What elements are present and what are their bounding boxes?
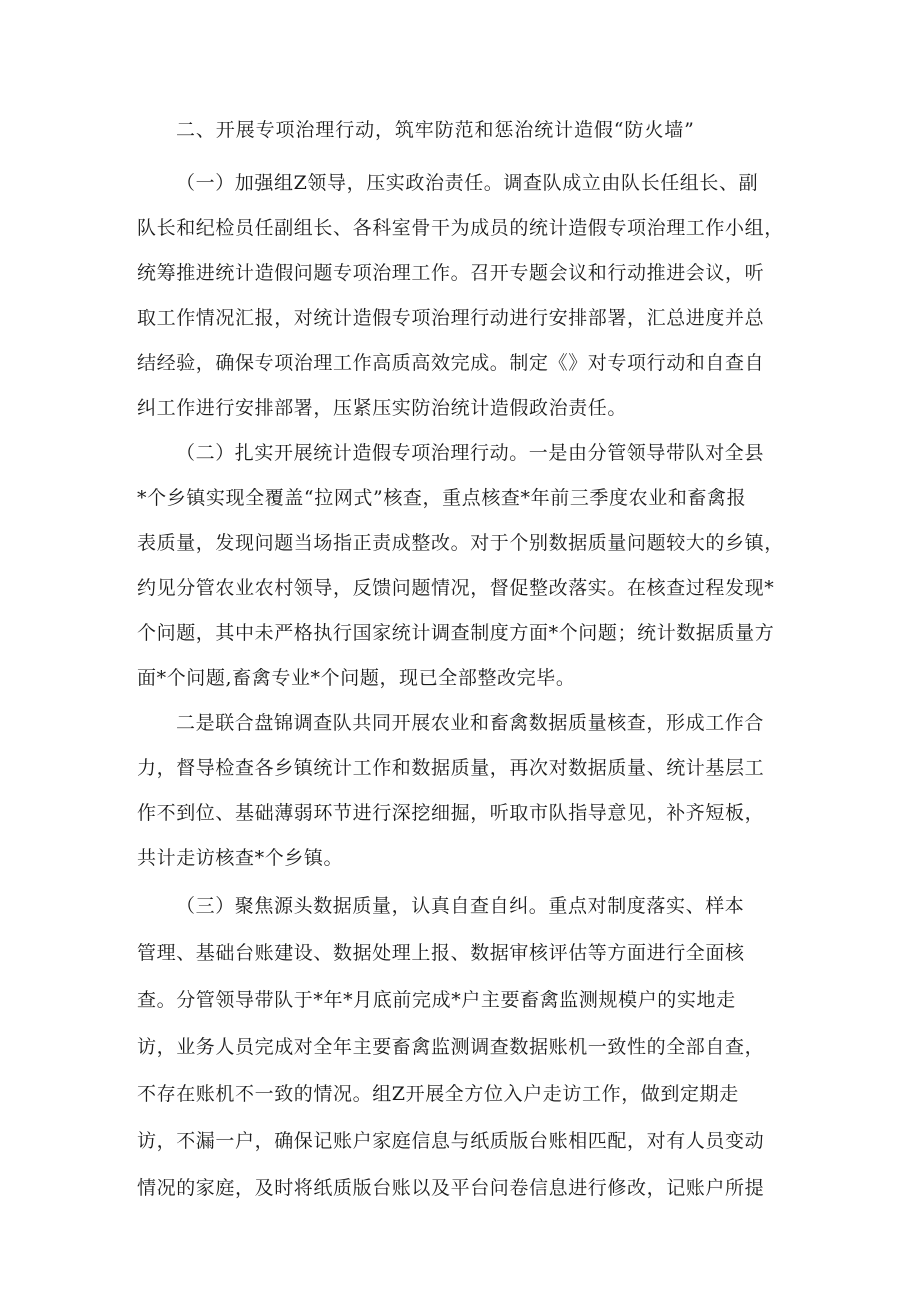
paragraph-2-line-3: 表质量，发现问题当场指正责成整改。对于个别数据质量问题较大的乡镇， — [137, 532, 784, 554]
paragraph-1-line-4: 取工作情况汇报，对统计造假专项治理行动进行安排部署，汇总进度并总 — [137, 307, 765, 329]
paragraph-4-line-4: 访，业务人员完成对全年主要畜禽监测调查数据账机一致性的全部自查， — [137, 1036, 765, 1058]
paragraph-1-line-5: 结经验，确保专项治理工作高质高效完成。制定《》对专项行动和自查自 — [137, 352, 765, 374]
paragraph-1-line-3: 统筹推进统计造假问题专项治理工作。召开专题会议和行动推进会议，听 — [137, 262, 765, 284]
paragraph-4-line-6: 访，不漏一户，确保记账户家庭信息与纸质版台账相匹配，对有人员变动 — [137, 1130, 765, 1152]
paragraph-3-line-2: 力，督导检查各乡镇统计工作和数据质量，再次对数据质量、统计基层工 — [137, 757, 765, 779]
paragraph-2-line-1: （二）扎实开展统计造假专项治理行动。一是由分管领导带队对全县 — [176, 442, 765, 464]
paragraph-2-line-5: 个问题，其中未严格执行国家统计调查制度方面*个问题；统计数据质量方 — [137, 622, 775, 644]
paragraph-2-line-2: *个乡镇实现全覆盖“拉网式”核查，重点核查*年前三季度农业和畜禽报 — [137, 487, 747, 509]
paragraph-3-line-4: 共计走访核查*个乡镇。 — [137, 847, 344, 869]
paragraph-3-line-3: 作不到位、基础薄弱环节进行深挖细掘，听取市队指导意见，补齐短板， — [137, 802, 765, 824]
paragraph-4-line-1: （三）聚焦源头数据质量，认真自查自纠。重点对制度落实、样本 — [176, 895, 745, 917]
paragraph-3-line-1: 二是联合盘锦调查队共同开展农业和畜禽数据质量核查，形成工作合 — [176, 712, 765, 734]
paragraph-1-line-2: 队长和纪检员任副组长、各科室骨干为成员的统计造假专项治理工作小组， — [137, 217, 784, 239]
paragraph-1-line-1: （一）加强组Z领导，压实政治责任。调查队成立由队长任组长、副 — [176, 172, 759, 194]
paragraph-4-line-5: 不存在账机不一致的情况。组Z开展全方位入户走访工作，做到定期走 — [137, 1083, 739, 1105]
paragraph-2-line-4: 约见分管农业农村领导，反馈问题情况，督促整改落实。在核查过程发现* — [137, 577, 775, 599]
paragraph-4-line-2: 管理、基础台账建设、数据处理上报、数据审核评估等方面进行全面核 — [137, 942, 745, 964]
section-heading: 二、开展专项治理行动，筑牢防范和惩治统计造假“防火墙” — [176, 119, 695, 141]
paragraph-4-line-7: 情况的家庭，及时将纸质版台账以及平台问卷信息进行修改，记账户所提 — [137, 1177, 765, 1199]
paragraph-4-line-3: 查。分管领导带队于*年*月底前完成*户主要畜禽监测规模户的实地走 — [137, 989, 736, 1011]
paragraph-2-line-6: 面*个问题,畜禽专业*个问题，现已全部整改完毕。 — [137, 667, 576, 689]
paragraph-1-line-6: 纠工作进行安排部署，压紧压实防治统计造假政治责任。 — [137, 397, 628, 419]
